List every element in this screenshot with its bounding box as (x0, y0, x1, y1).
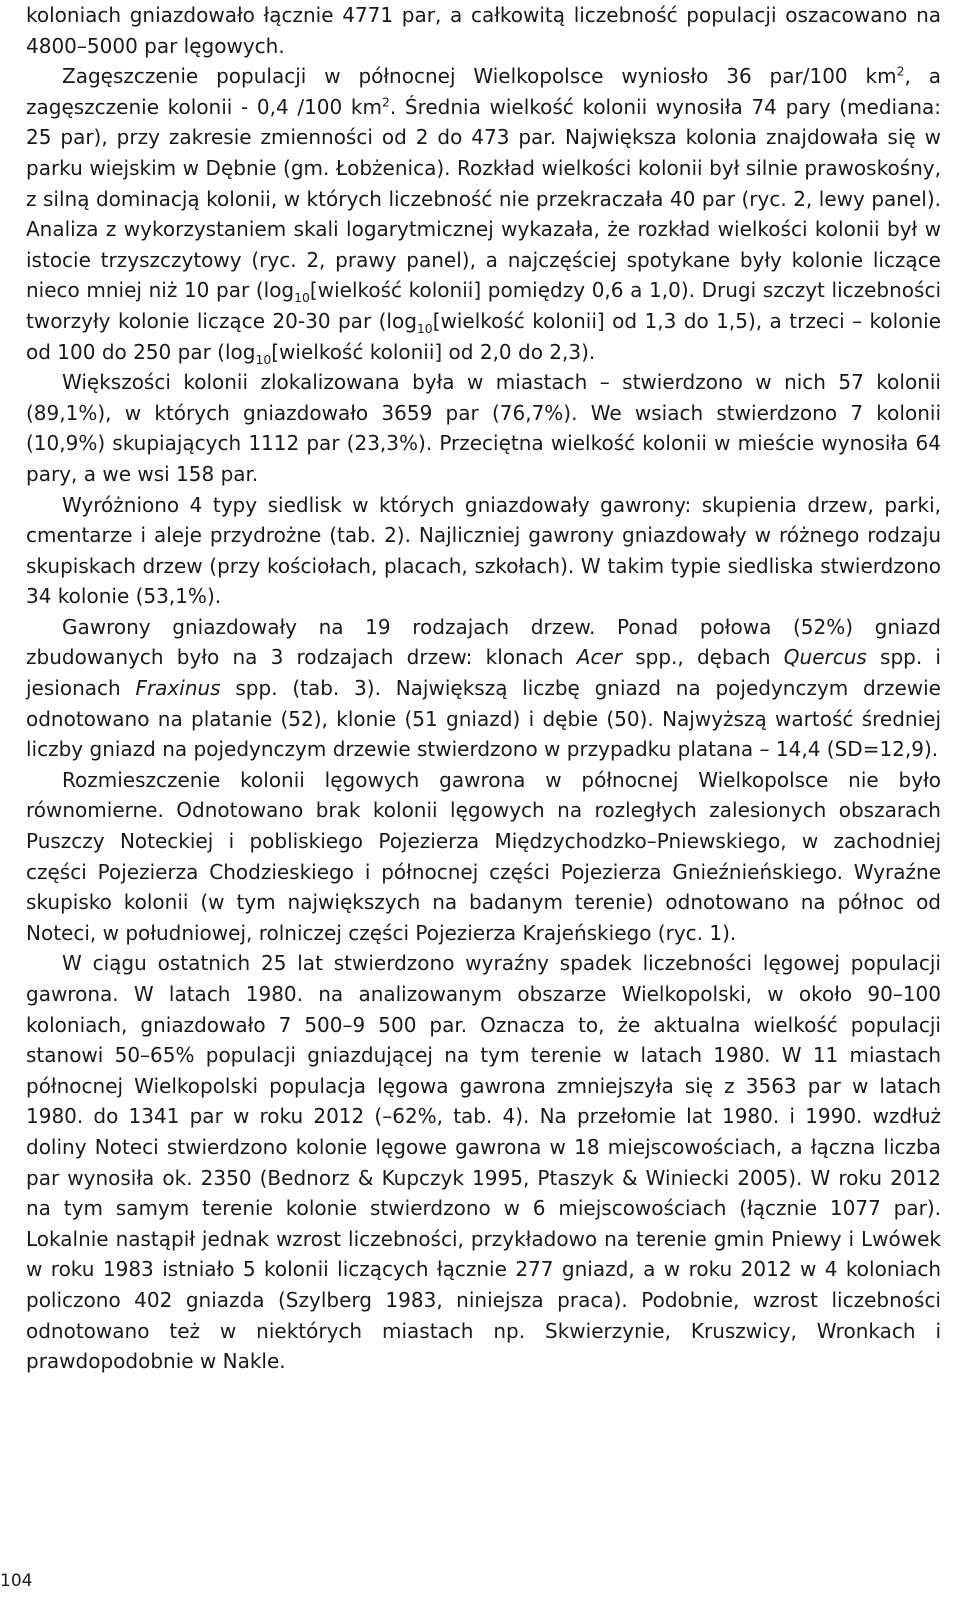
text-segment: , a zagęszczenie kolonii - 0,4 /100 km (26, 64, 941, 119)
paragraph (26, 0, 941, 61)
text-segment: Większości kolonii zlokalizowana była w miastach – stwierdzono w nich 57 kolonii (89,1%), w których gniazdowało 3659 par (76,7%). We wsiach stwierdzono 7 kolonii (10,9%) skupiających 1112 par (23,3%). Przeciętna wielkość kolonii w mieście wynosiła 64 pary, a we wsi 158 par. (26, 370, 941, 486)
text-segment: [wielkość kolonii] pomiędzy 0,6 a 1,0). Drugi szczyt liczebności tworzyły kolonie liczące 20-30 par (log (26, 278, 942, 333)
text-segment: Gawrony gniazdowały na 19 rodzajach drzew. Ponad połowa (52%) gniazd zbudowanych było na 3 rodzajach drzew: klonach (26, 614, 941, 670)
taxon-name: Quercus (783, 645, 867, 670)
text-segment: spp., dębach (622, 645, 784, 670)
text-segment: koloniach gniazdowało łącznie 4771 par, a całkowitą liczebność populacji oszacowano na 4800–5000 par lęgowych. (26, 3, 941, 58)
text-segment: [wielkość kolonii] od 1,3 do 1,5), a trzeci – kolonie od 100 do 250 par (log (26, 308, 941, 364)
text-segment: spp. (tab. 3). Największą liczbę gniazd na pojedynczym drzewie odnotowano na platanie (52), klonie (51 gniazd) i dębie (50). Najwyższą wartość średniej liczby gniazd na pojedynczym drzewie stwierdzono w przypadku platana – 14,4 (SD=12,9). (26, 676, 941, 762)
sub-text: 10 (294, 290, 310, 306)
sup-text: 2 (381, 94, 390, 110)
sub-text: 10 (255, 351, 272, 367)
text-segment: W ciągu ostatnich 25 lat stwierdzono wyraźny spadek liczebności lęgowej populacji gawrona. W latach 1980. na analizowanym obszarze Wielkopolski, w około 90–100 koloniach, gniazdowało 7 500–9 500 par. Oznacza to, że aktualna wielkość populacji stanowi 50–65% populacji gniazdującej na tym terenie w latach 1980. W 11 miastach północnej Wielkopolski populacja lęgowa gawrona zmniejszyła się z 3563 par w latach 1980. do 1341 par w roku 2012 (–62%, tab. 4). Na przełomie lat 1980. i 1990. wzdłuż doliny Noteci stwierdzono kolonie lęgowe gawrona w 18 miejscowościach, a łączna liczba par wynosiła ok. 2350 (Bednorz & Kupczyk 1995, Ptaszyk & Winiecki 2005). W roku 2012 na tym samym terenie kolonie stwierdzono w 6 miejscowościach (łącznie 1077 par). Lokalnie nastąpił jednak wzrost liczebności, przykładowo na terenie gmin Pniewy i Lwówek w roku 1983 istniało 5 kolonii liczących łącznie 277 gniazd, a w roku 2012 w 4 koloniach policzono 402 gniazda (Szylberg 1983, niniejsza praca). Podobnie, wzrost liczebności odnotowano też w niektórych miastach np. Skwierzynie, Kruszwicy, Wronkach i prawdopodobnie w Nakle. (26, 951, 941, 1374)
text-segment: Zagęszczenie populacji w północnej Wielkopolsce wyniosło 36 par/100 km (62, 64, 897, 89)
article-body (26, 0, 941, 1377)
paragraph (26, 765, 941, 949)
paragraph (26, 367, 941, 489)
paragraph (26, 612, 941, 765)
page-number: 104 (0, 1571, 33, 1591)
text-segment: . Średnia wielkość kolonii wynosiła 74 pary (mediana: 25 par), przy zakresie zmienności od 2 do 473 par. Największa kolonia znajdowała się w parku wiejskim w Dębnie (gm. Łobżenica). Rozkład wielkości kolonii był silnie prawoskośny, z silną dominacją kolonii, w których liczebność nie przekraczała 40 par (ryc. 2, lewy panel). Analiza z wykorzystaniem skali logarytmicznej wykazała, że rozkład wielkości kolonii był w istocie trzyszczytowy (ryc. 2, prawy panel), a najczęściej spotykane były kolonie liczące nieco mniej niż 10 par (log (26, 94, 941, 303)
sub-text: 10 (416, 320, 433, 336)
paragraph (26, 490, 941, 612)
text-segment: Rozmieszczenie kolonii lęgowych gawrona w północnej Wielkopolsce nie było równomierne. Odnotowano brak kolonii lęgowych na rozległych zalesionych obszarach Puszczy Noteckiej i pobliskiego Pojezierza Międzychodzko–Pniewskiego, w zachodniej części Pojezierza Chodzieskiego i północnej części Pojezierza Gnieźnieńskiego. Wyraźne skupisko kolonii (w tym największych na badanym terenie) odnotowano na północ od Noteci, w południowej, rolniczej części Pojezierza Krajeńskiego (ryc. 1). (26, 767, 941, 945)
sup-text: 2 (896, 63, 905, 79)
text-segment: [wielkość kolonii] od 2,0 do 2,3). (271, 339, 596, 364)
paragraph (26, 948, 941, 1376)
paragraph (26, 61, 941, 367)
text-segment: spp. i jesionach (26, 645, 941, 701)
taxon-name: Fraxinus (135, 676, 221, 701)
text-segment: Wyróżniono 4 typy siedlisk w których gniazdowały gawrony: skupienia drzew, parki, cmentarze i aleje przydrożne (tab. 2). Najliczniej gawrony gniazdowały w różnego rodzaju skupiskach drzew (przy kościołach, placach, szkołach). W takim typie siedliska stwierdzono 34 kolonie (53,1%). (26, 492, 941, 609)
taxon-name: Acer (576, 645, 623, 670)
